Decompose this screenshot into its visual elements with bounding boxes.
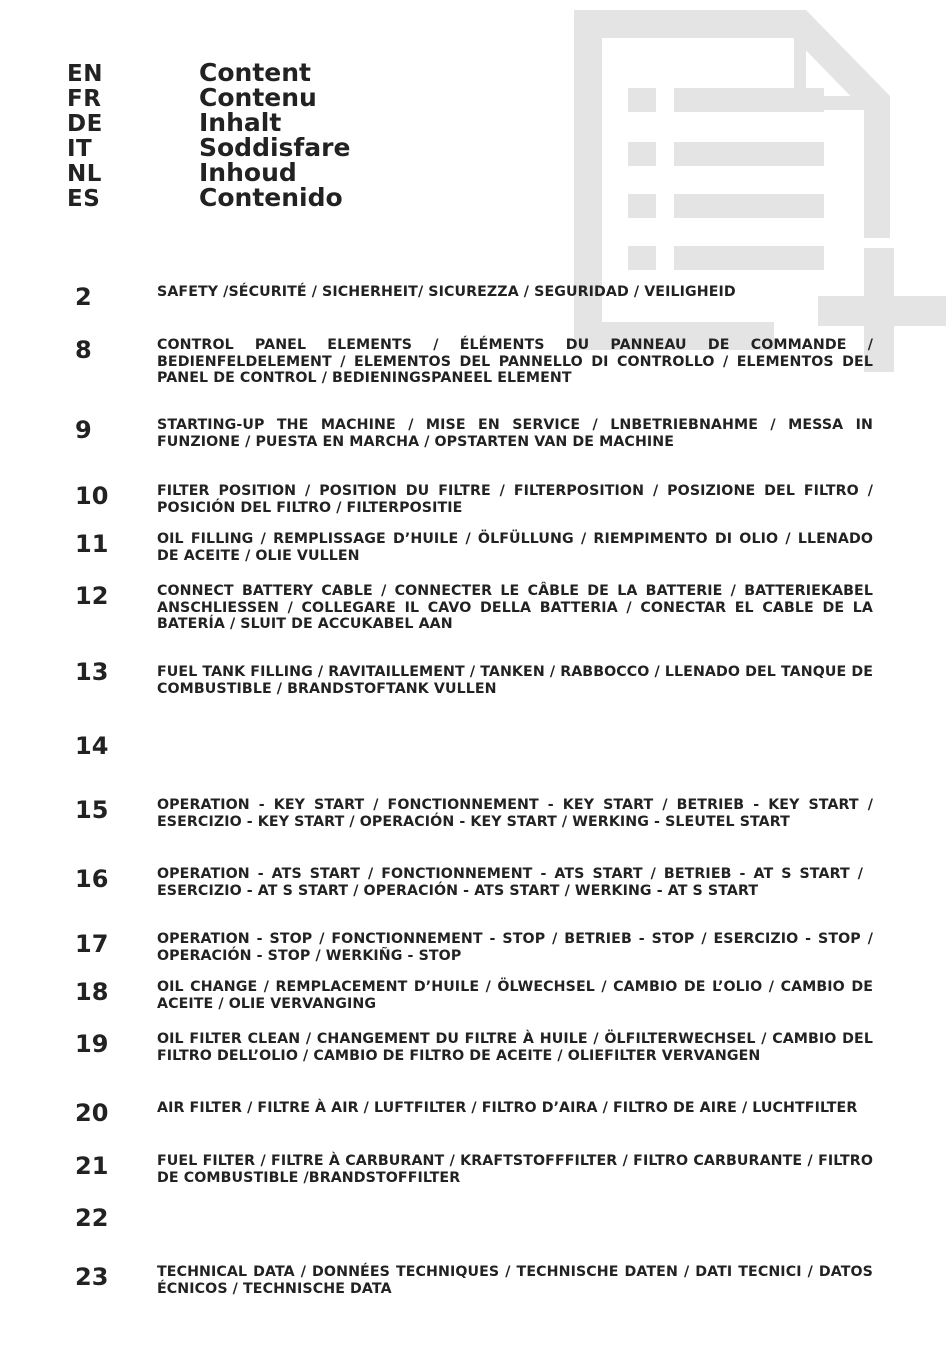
toc-page-number: 9 <box>75 416 92 444</box>
toc-title: OPERATION - KEY START / FONCTIONNEMENT - KEY START / BETRIEB - KEY START / ESERCIZIO - KEY START / OPERACIÓN - KEY START / WERKING - SLEUTEL START <box>157 797 873 830</box>
language-title: Contenido <box>199 183 343 212</box>
language-code: IT <box>67 136 93 162</box>
toc-page-number: 18 <box>75 978 109 1006</box>
toc-title: OPERATION - ATS START / FONCTIONNEMENT - ATS START / BETRIEB - AT S START / ESERCIZIO - AT S START / OPERACIÓN - ATS START / WERKING - AT S START <box>157 866 863 899</box>
toc-page-number: 23 <box>75 1263 109 1291</box>
toc-title: OIL FILTER CLEAN / CHANGEMENT DU FILTRE À HUILE / ÖLFILTERWECHSEL / CAMBIO DEL FILTRO DELL’OLIO / CAMBIO DE FILTRO DE ACEITE / OLIEFILTER VERVANGEN <box>157 1031 873 1064</box>
language-row <box>67 85 350 110</box>
toc-title: CONNECT BATTERY CABLE / CONNECTER LE CÂBLE DE LA BATTERIE / BATTERIEKABEL ANSCHLIESSEN / COLLEGARE IL CAVO DELLA BATTERIA / CONECTAR EL CABLE DE LA BATERÍA / SLUIT DE ACCUKABEL AAN <box>157 583 873 632</box>
language-row <box>67 110 350 135</box>
language-row <box>67 160 350 185</box>
language-row <box>67 135 350 160</box>
toc-page-number: 17 <box>75 930 109 958</box>
toc-page-number: 22 <box>75 1204 109 1232</box>
toc-title: OIL FILLING / REMPLISSAGE D’HUILE / ÖLFÜLLUNG / RIEMPIMENTO DI OLIO / LLENADO DE ACEITE / OLIE VULLEN <box>157 531 873 564</box>
toc-page-number: 15 <box>75 796 109 824</box>
toc-page-number: 13 <box>75 658 109 686</box>
toc-page-number: 21 <box>75 1152 109 1180</box>
toc-title: TECHNICAL DATA / DONNÉES TECHNIQUES / TECHNISCHE DATEN / DATI TECNICI / DATOS ÉCNICOS / TECHNISCHE DATA <box>157 1264 873 1297</box>
document-list-icon <box>574 10 946 380</box>
toc-page-number: 2 <box>75 283 92 311</box>
language-code: ES <box>67 186 101 212</box>
toc-title: SAFETY /SÉCURITÉ / SICHERHEIT/ SICUREZZA / SEGURIDAD / VEILIGHEID <box>157 284 736 300</box>
toc-page-number: 20 <box>75 1099 109 1127</box>
toc-title: FUEL FILTER / FILTRE À CARBURANT / KRAFTSTOFFFILTER / FILTRO CARBURANTE / FILTRO DE COMBUSTIBLE /BRANDSTOFFILTER <box>157 1153 873 1186</box>
toc-title: FUEL TANK FILLING / RAVITAILLEMENT / TANKEN / RABBOCCO / LLENADO DEL TANQUE DE COMBUSTIBLE / BRANDSTOFTANK VULLEN <box>157 664 873 697</box>
toc-page-number: 10 <box>75 482 109 510</box>
toc-page-number: 16 <box>75 865 109 893</box>
language-title: Inhoud <box>199 158 297 187</box>
language-title: Content <box>199 58 311 87</box>
toc-title: CONTROL PANEL ELEMENTS / ÉLÉMENTS DU PANNEAU DE COMMANDE / BEDIENFELDELEMENT / ELEMENTOS DEL PANNELLO DI CONTROLLO / ELEMENTOS DEL PANEL DE CONTROL / BEDIENINGSPANEEL ELEMENT <box>157 337 873 386</box>
toc-title: AIR FILTER / FILTRE À AIR / LUFTFILTER / FILTRO D’AIRA / FILTRO DE AIRE / LUCHTFILTER <box>157 1100 858 1116</box>
language-code: NL <box>67 161 102 187</box>
toc-title: OIL CHANGE / REMPLACEMENT D’HUILE / ÖLWECHSEL / CAMBIO DE L’OLIO / CAMBIO DE ACEITE / OLIE VERVANGING <box>157 979 873 1012</box>
toc-title: FILTER POSITION / POSITION DU FILTRE / FILTERPOSITION / POSIZIONE DEL FILTRO / POSICIÓN DEL FILTRO / FILTERPOSITIE <box>157 483 873 516</box>
language-title: Contenu <box>199 83 317 112</box>
toc-title: STARTING-UP THE MACHINE / MISE EN SERVICE / LNBETRIEBNAHME / MESSA IN FUNZIONE / PUESTA EN MARCHA / OPSTARTEN VAN DE MACHINE <box>157 417 873 450</box>
language-title: Inhalt <box>199 108 282 137</box>
toc-page-number: 11 <box>75 530 109 558</box>
toc-page-number: 12 <box>75 582 109 610</box>
language-title: Soddisfare <box>199 133 351 162</box>
toc-page-number: 14 <box>75 732 109 760</box>
language-code: DE <box>67 111 103 137</box>
language-row <box>67 185 350 210</box>
language-code: EN <box>67 61 103 87</box>
language-code: FR <box>67 86 102 112</box>
language-row <box>67 60 350 85</box>
language-header <box>67 60 350 210</box>
toc-title: OPERATION - STOP / FONCTIONNEMENT - STOP / BETRIEB - STOP / ESERCIZIO - STOP / OPERACIÓN - STOP / WERKIÑG - STOP <box>157 931 873 964</box>
toc-page-number: 8 <box>75 336 92 364</box>
toc-page-number: 19 <box>75 1030 109 1058</box>
